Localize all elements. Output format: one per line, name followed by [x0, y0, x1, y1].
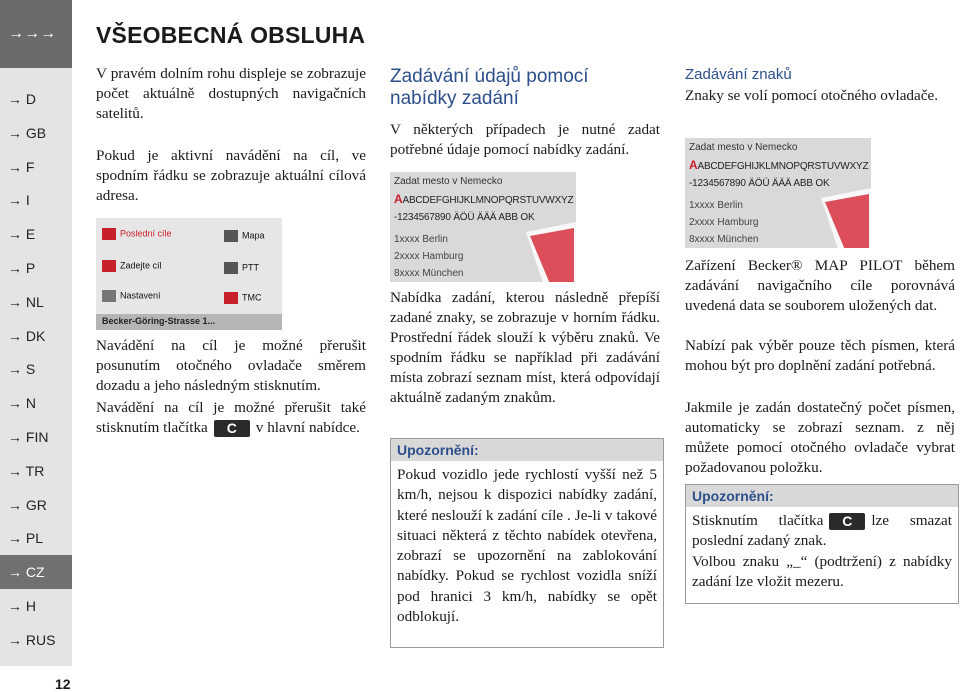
keyboard-list-item: 2xxxx Hamburg — [394, 251, 464, 262]
menu-status-bar — [96, 314, 282, 330]
menu-item-map: Mapa — [224, 230, 265, 242]
col3-paragraph-compare: Zařízení Becker® MAP PILOT během zadávání navigačního cíle porovnává uvedená data se souborem uložených dat. — [685, 257, 955, 314]
keyboard-numbers-row: -1234567890 ÄÖÜ ÄÄÄ ABB OK — [394, 212, 535, 223]
col2-paragraph-intro: V některých případech je nutné zadat potřebné údaje pomocí nabídky zadání. — [390, 121, 660, 158]
keyboard-list-item: 8xxxx München — [689, 234, 759, 245]
map-icon — [224, 230, 238, 242]
keyboard-list-item: 8xxxx München — [394, 268, 464, 279]
language-sidebar — [0, 0, 72, 666]
menu-item-recent-destinations: Poslední cíle — [102, 228, 172, 240]
keyboard-list-item: 1xxxx Berlin — [689, 200, 743, 211]
page-number: 12 — [55, 676, 71, 692]
keyboard-list-item: 1xxxx Berlin — [394, 234, 448, 245]
keyboard-numbers-row: -1234567890 ÄÖÜ ÄÄÄ ABB OK — [689, 178, 830, 189]
input-menu-screenshot — [390, 172, 576, 282]
note-heading: Upozornění: — [391, 439, 663, 461]
note-text: Pokud vozidlo jede rychlostí vyšší než 5 km/h, nejsou k dispozici nabídky zadání, které neslouží k zadání cíle . Je-li v takové situaci některá z těchto nabídek otevřena, zobrazí se upozornění na zablokování nabídky. Pokud se rychlost vozidla sníží pod hranici 3 km/h, nabídky se opět odblokují. — [397, 466, 657, 626]
phone-icon — [224, 262, 238, 274]
keyboard-title: Zadat mesto v Nemecko — [394, 176, 503, 187]
sidebar-item-language[interactable]: → FIN — [8, 429, 49, 445]
sidebar-item-language[interactable]: → P — [8, 260, 36, 276]
settings-icon — [102, 290, 116, 302]
sidebar-item-language[interactable]: → NL — [8, 293, 44, 310]
menu-item-ptt: PTT — [224, 262, 259, 274]
col3-heading: Zadávání znaků — [685, 66, 792, 83]
sidebar-item-language[interactable]: → RUS — [8, 631, 56, 648]
sidebar-item-language[interactable]: → CZ — [0, 555, 72, 589]
sidebar-item-language[interactable]: → H — [8, 598, 36, 614]
keyboard-title: Zadat mesto v Nemecko — [689, 142, 798, 153]
sidebar-item-language[interactable]: → I — [8, 192, 30, 209]
character-input-screenshot — [685, 138, 871, 248]
col2-paragraph-input-menu: Nabídka zadání, kterou následně přepíší zadané znaky, se zobrazuje v horním řádku. Prostřední řádek slouží k výběru znaků. Ve spodním řádku se například při zadávání místa zobrazí seznam míst, která odpovídají aktuálně zadaným znakům. — [390, 289, 660, 406]
sidebar-item-language[interactable]: → GR — [8, 496, 47, 513]
menu-item-settings: Nastavení — [102, 290, 161, 302]
sidebar-item-language[interactable]: → F — [8, 158, 35, 175]
sidebar-top-arrows: →→→ — [0, 0, 72, 68]
sidebar-item-language[interactable]: → GB — [8, 124, 47, 141]
col3-note-box — [685, 484, 959, 604]
menu-item-enter-destination: Zadejte cíl — [102, 260, 162, 272]
note-space-text: Volbou znaku „_“ (podtržení) z nabídky zadání lze vložit mezeru. — [692, 552, 952, 590]
col1-paragraph-satellites: V pravém dolním rohu displeje se zobrazuje počet aktuálně dostupných navigačních satelitů. — [96, 65, 366, 122]
status-address: Becker-Göring-Strasse 1... — [102, 316, 216, 326]
c-button: C — [829, 513, 865, 530]
sidebar-item-language[interactable]: → N — [8, 395, 36, 412]
c-button: C — [214, 420, 250, 437]
col3-paragraph-list: Jakmile je zadán dostatečný počet písmen, automaticky se zobrazí seznam. z něj můžete pomocí otočného ovladače vybrat požadovanou položku. — [685, 399, 955, 476]
sidebar-item-language[interactable]: → D — [8, 91, 36, 107]
main-menu-screenshot — [96, 218, 282, 330]
keyboard-letters-row: AABCDEFGHIJKLMNOPQRSTUVWXYZ — [394, 192, 574, 206]
col1-paragraph-interrupt-button: Navádění na cíl je možné přerušit také stisknutím tlačítka C v hlavní nabídce. — [96, 399, 366, 437]
sidebar-item-language[interactable]: → TR — [8, 462, 45, 479]
col1-paragraph-destination: Pokud je aktivní navádění na cíl, ve spodním řádku se zobrazuje aktuální cílová adresa. — [96, 147, 366, 204]
col3-paragraph-letters: Nabízí pak výběr pouze těch písmen, která mohou být pro doplnění zadání potřebná. — [685, 337, 955, 374]
col2-note-box — [390, 438, 664, 648]
sidebar-item-language[interactable]: → PL — [8, 530, 44, 547]
note-text: Stisknutím tlačítka C lze smazat poslední zadaný znak. Volbou znaku „_“ (podtržení) z nabídky zadání lze vložit mezeru. — [692, 512, 952, 590]
sidebar-item-language[interactable]: → DK — [8, 327, 46, 344]
keyboard-letters-row: AABCDEFGHIJKLMNOPQRSTUVWXYZ — [689, 158, 869, 172]
recent-destinations-icon — [102, 228, 116, 240]
note-heading: Upozornění: — [686, 485, 958, 507]
red-flag-icon — [516, 222, 576, 282]
menu-item-tmc: TMC — [224, 292, 262, 304]
destination-icon — [102, 260, 116, 272]
col2-heading: Zadávání údajů pomocí nabídky zadání — [390, 66, 589, 109]
page-title: VŠEOBECNÁ OBSLUHA — [96, 22, 366, 48]
col3-paragraph-select: Znaky se volí pomocí otočného ovladače. — [685, 87, 939, 104]
traffic-icon — [224, 292, 238, 304]
keyboard-list-item: 2xxxx Hamburg — [689, 217, 759, 228]
red-flag-icon — [811, 188, 871, 248]
sidebar-item-language[interactable]: → E — [8, 226, 36, 243]
sidebar-item-language[interactable]: → S — [8, 361, 36, 378]
col1-paragraph-interrupt: Navádění na cíl je možné přerušit posunutím otočného ovladače směrem dozadu a jeho následným stisknutím. — [96, 337, 366, 394]
